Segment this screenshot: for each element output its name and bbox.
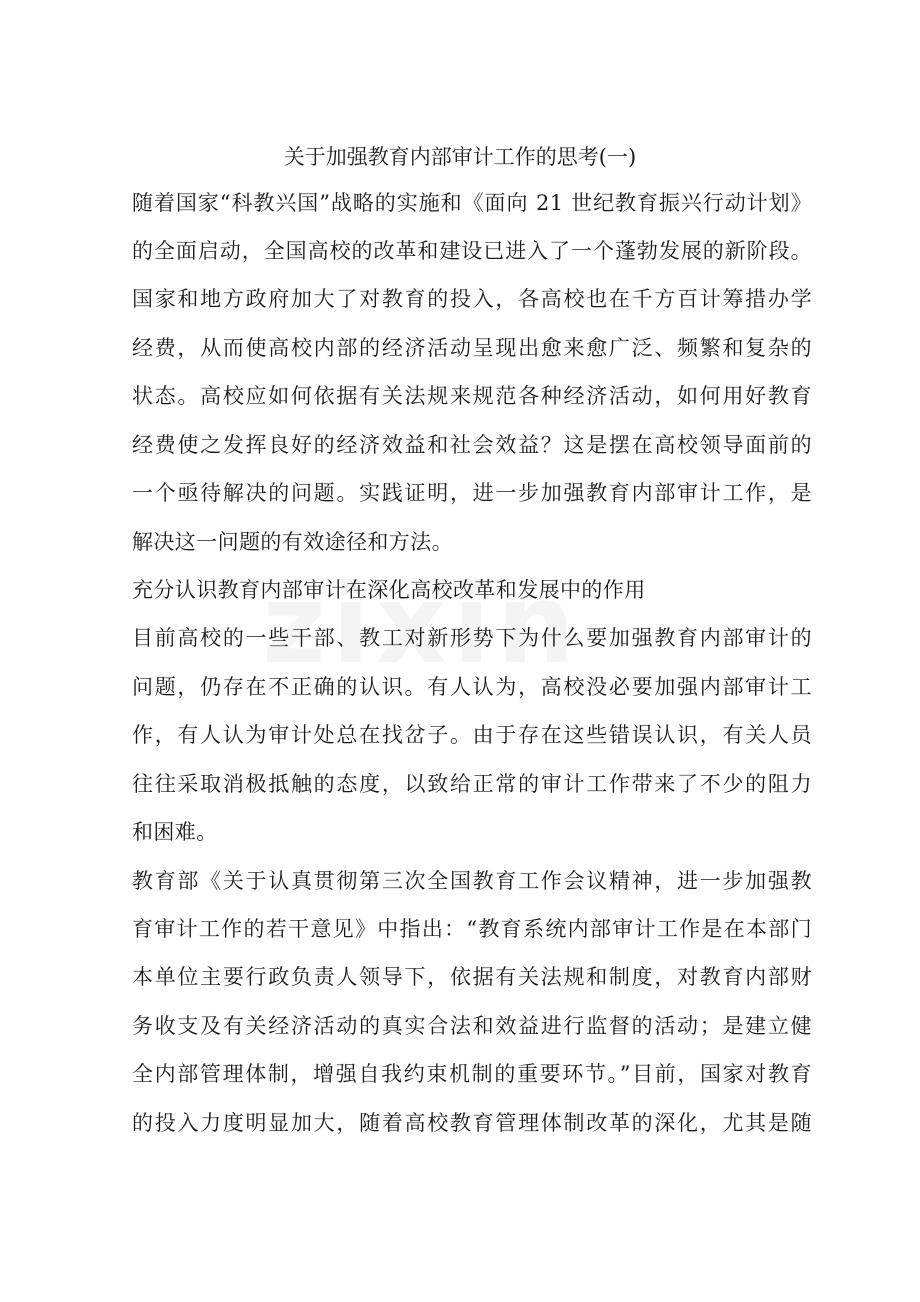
text-line: 作，有人认为审计处总在找岔子。由于存在这些错误认识，有关人员 (132, 723, 812, 747)
text-line: 育审计工作的若干意见》中指出：“教育系统内部审计工作是在本部门 (132, 917, 812, 941)
text-line: 解决这一问题的有效途径和方法。 (132, 530, 453, 554)
text-line: 的投入力度明显加大，随着高校教育管理体制改革的深化，尤其是随 (132, 1111, 812, 1135)
text-line: 的全面启动，全国高校的改革和建设已进入了一个蓬勃发展的新阶段。 (132, 239, 812, 263)
section-heading: 充分认识教育内部审计在深化高校改革和发展中的作用 (132, 578, 646, 602)
text-line: 务收支及有关经济活动的真实合法和效益进行监督的活动；是建立健 (132, 1014, 812, 1038)
text-line: 随着国家“科教兴国”战略的实施和《面向 21 世纪教育振兴行动计划》 (132, 191, 812, 215)
text-line: 经费使之发挥良好的经济效益和社会效益？这是摆在高校领导面前的 (132, 433, 812, 457)
text-line: 本单位主要行政负责人领导下，依据有关法规和制度，对教育内部财 (132, 965, 812, 989)
text-line: 目前高校的一些干部、教工对新形势下为什么要加强教育内部审计的 (132, 626, 812, 650)
text-line: 全内部管理体制，增强自我约束机制的重要环节。”目前，国家对教育 (132, 1062, 812, 1086)
text-line: 往往采取消极抵触的态度，以致给正常的审计工作带来了不少的阻力 (132, 772, 812, 796)
text-line: 和困难。 (132, 820, 218, 844)
text-line: 问题，仍存在不正确的认识。有人认为，高校没必要加强内部审计工 (132, 675, 812, 699)
text-line: 国家和地方政府加大了对教育的投入，各高校也在千方百计筹措办学 (132, 287, 812, 311)
text-line: 经费，从而使高校内部的经济活动呈现出愈来愈广泛、频繁和复杂的 (132, 336, 812, 360)
text-line: 一个亟待解决的问题。实践证明，进一步加强教育内部审计工作，是 (132, 481, 812, 505)
document-title: 关于加强教育内部审计工作的思考(一) (283, 145, 637, 169)
text-line: 状态。高校应如何依据有关法规来规范各种经济活动，如何用好教育 (132, 384, 812, 408)
text-line: 教育部《关于认真贯彻第三次全国教育工作会议精神，进一步加强教 (132, 869, 812, 893)
